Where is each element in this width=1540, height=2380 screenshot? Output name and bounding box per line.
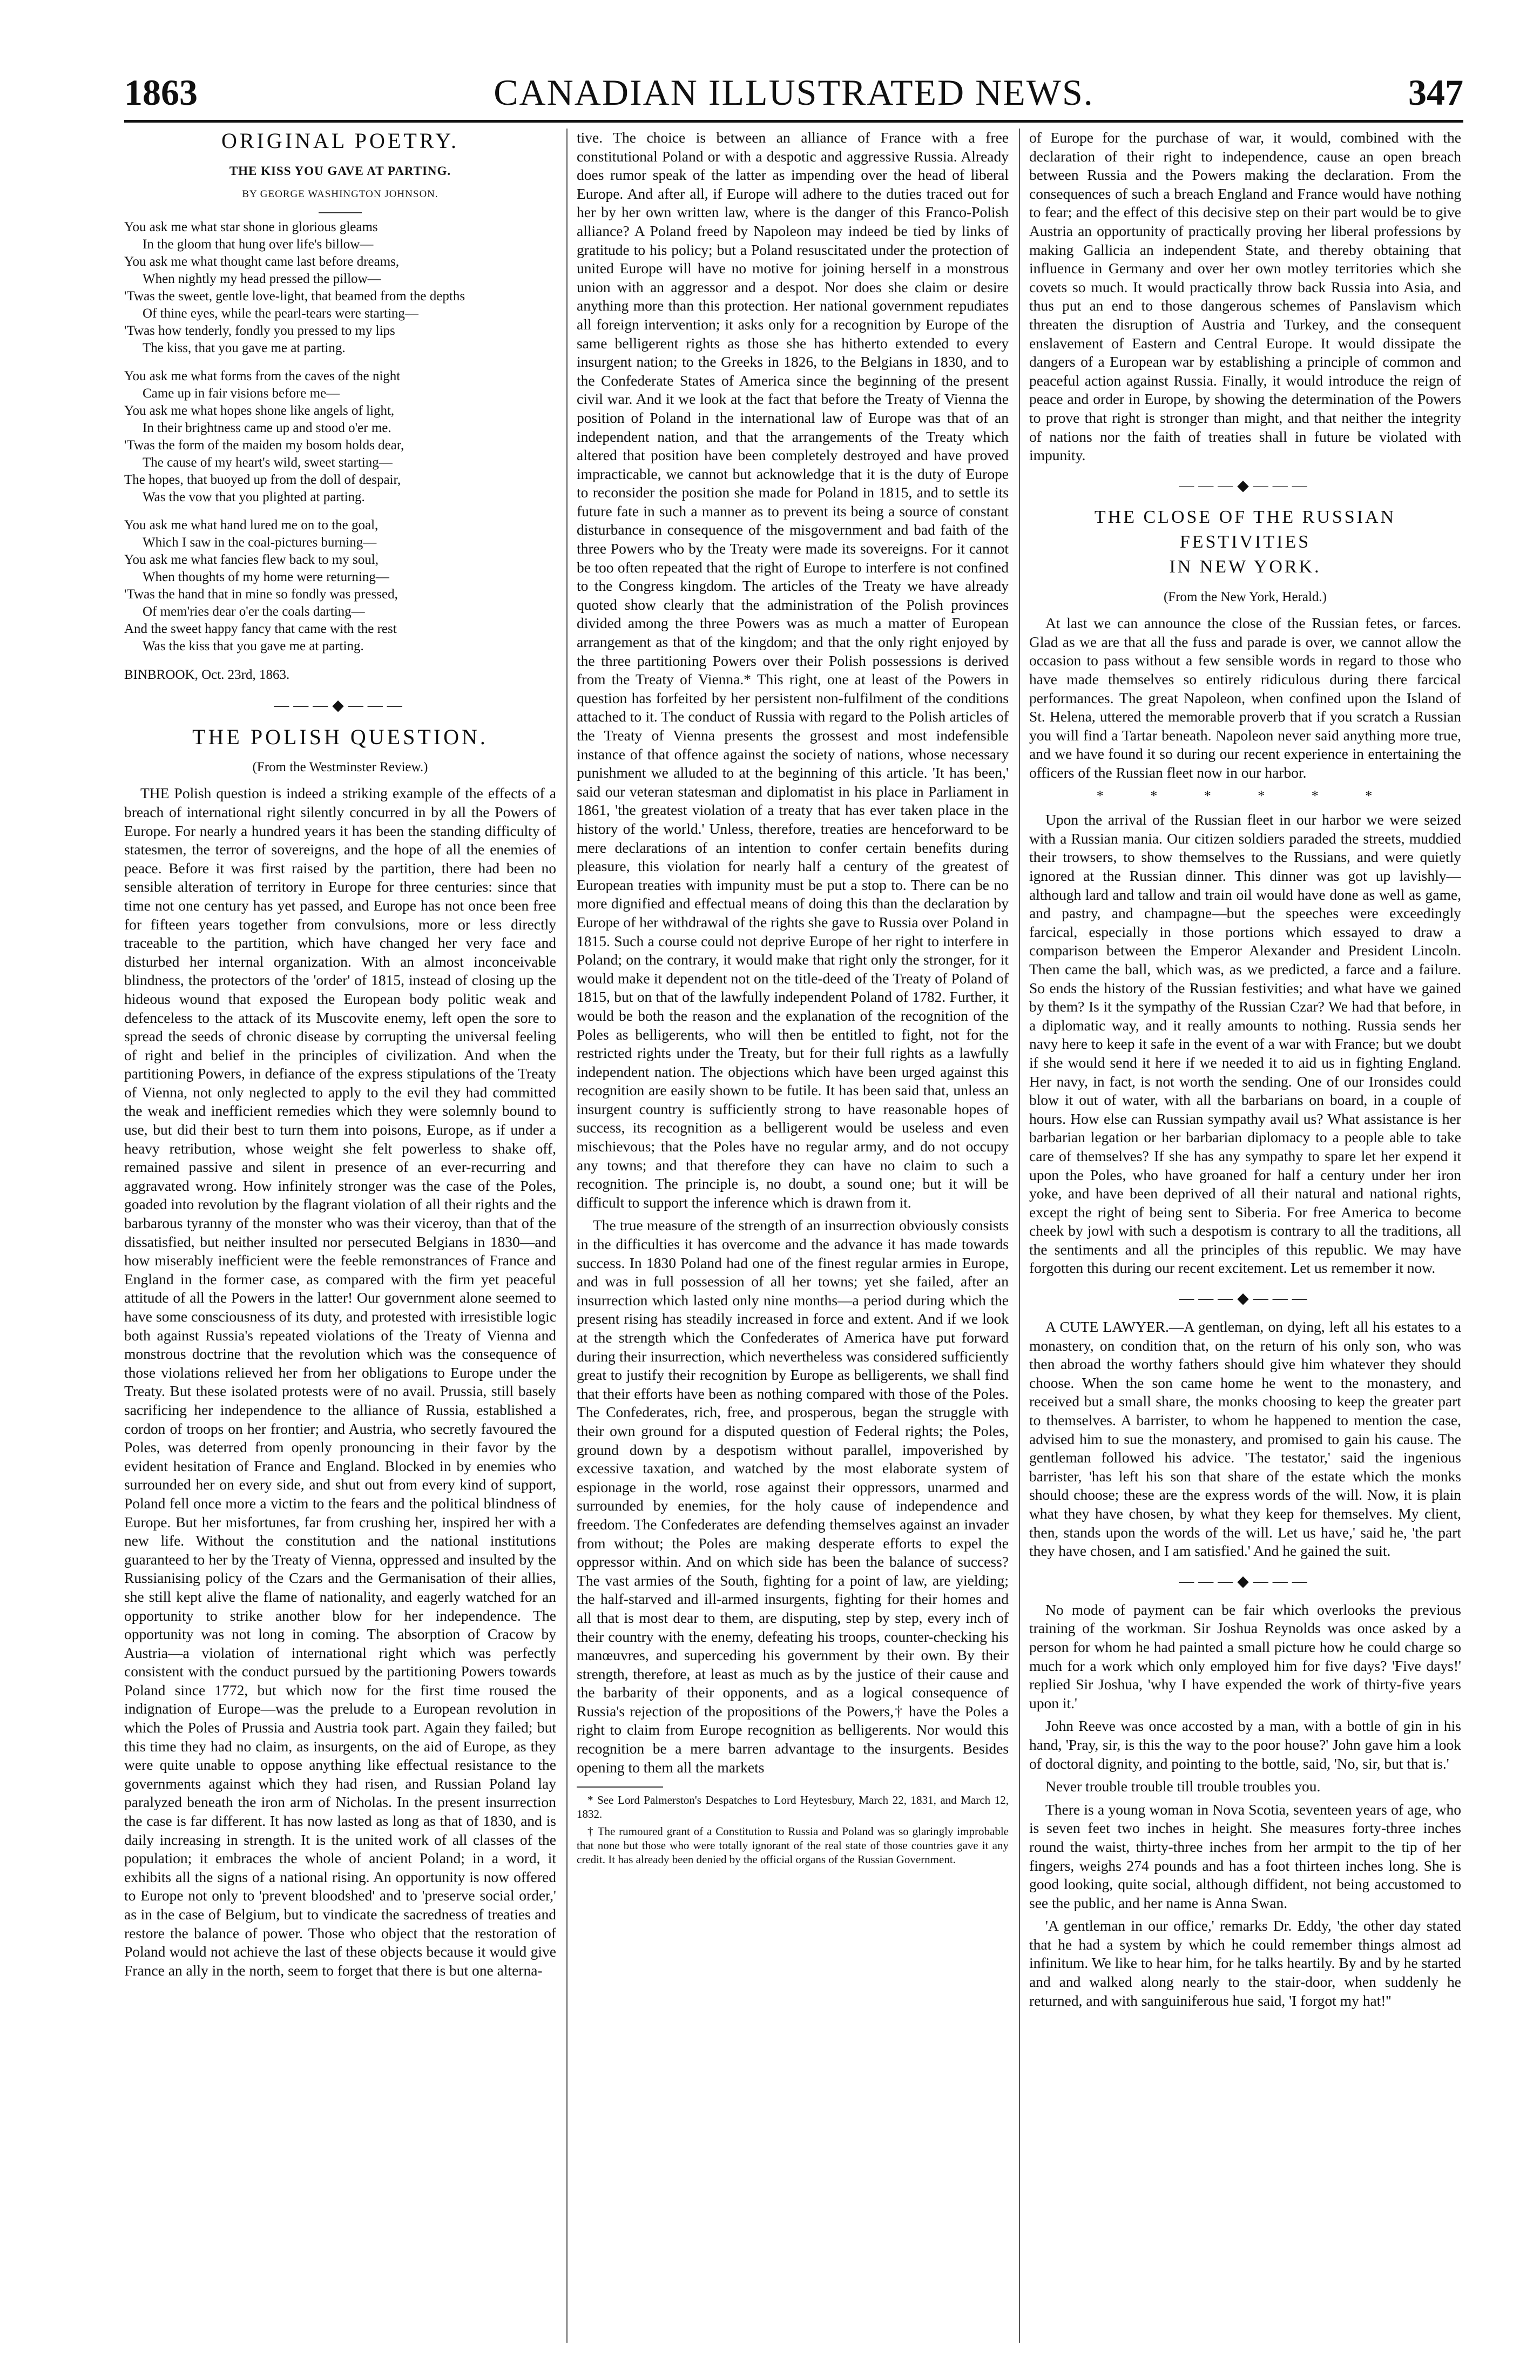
- section-ornament: ———◆———: [274, 697, 407, 714]
- poem-title: THE KISS YOU GAVE AT PARTING.: [229, 164, 451, 178]
- masthead: [124, 70, 1463, 119]
- poem-line: 'Twas the hand that in mine so fondly was pressed,: [124, 587, 398, 602]
- article-source: (From the Westminster Review.): [252, 759, 428, 774]
- misc-paragraph: Never trouble trouble till trouble troubles you.: [1045, 1778, 1321, 1795]
- poem-line: In their brightness came up and stood o'er me.: [143, 421, 391, 436]
- poem-line: You ask me what star shone in glorious gleams: [124, 220, 378, 235]
- poem-line: You ask me what forms from the caves of the night: [124, 369, 401, 384]
- column-3: [1029, 129, 1461, 2359]
- article-heading-polish-question: THE POLISH QUESTION.: [192, 724, 488, 749]
- article-paragraph: Upon the arrival of the Russian fleet in our harbor we were seized with a Russian mania. Our citizen soldiers paraded the streets, muddied their trowsers, to show themselves to the Russians, and were quietly ignored at the Russian dinner. This dinner was got up lavishly—although lard and tallow and train oil would have done as well as game, and pastry, and champagne—but the speeches were exceedingly farcical, especially in those portions which essayed to draw a comparison between the Emperor Alexander and President Lincoln. Then came the ball, which was, as we predicted, a farce and a failure. So ends the history of the Russian festivities; and what have we gained by them? Is it the sympathy of the Russian Czar? We had that before, in a diplomatic way, and it really amounts to nothing. Russia sends her navy here to keep it safe in the event of a war with France; but we doubt if she would send it here if we needed it to aid us in fighting England. Her navy, in fact, is not worth the sending. One of our Ironsides could blow it out of water, with all the barbarians on board, in a couple of hours. How else can Russian sympathy avail us? What assistance is her barbarian legation or her barbarian diplomacy to a people able to take care of themselves? If she has any sympathy to spare let her expend it upon the Poles, who have groaned for half a century under her iron yoke, and have been deprived of all their natural and national rights, except the right of being sent to Siberia. For free America to become cheek by jowl with such a despotism is contrary to all the traditions, all the sentiments and all the principles of this republic. We may have forgotten this during our recent excitement. Let us remember it now.: [1029, 811, 1461, 1277]
- poem-line: You ask me what thought came last before dreams,: [124, 254, 400, 269]
- poem-line: The cause of my heart's wild, sweet starting—: [143, 455, 393, 470]
- article-source: (From the New York, Herald.): [1163, 589, 1327, 604]
- section-ornament: ———◆———: [1179, 1290, 1312, 1307]
- page-number: 347: [1408, 72, 1463, 113]
- poem-dateline: BINBROOK, Oct. 23rd, 1863.: [124, 668, 290, 683]
- section-stars: * * * * * *: [1096, 787, 1394, 804]
- poem-line: And the sweet happy fancy that came with the rest: [124, 622, 397, 637]
- poem-line: You ask me what fancies flew back to my soul,: [124, 552, 379, 568]
- poem-line: Which I saw in the coal-pictures burning—: [143, 535, 377, 550]
- column-1: [124, 129, 556, 2359]
- poem-line: 'Twas the sweet, gentle love-light, that beamed from the depths: [124, 289, 465, 304]
- masthead-year: 1863: [124, 72, 198, 113]
- poem-line: When nightly my head pressed the pillow—: [143, 272, 381, 287]
- anecdote-text: —A gentleman, on dying, left all his estates to a monastery, on condition that, on the return of his only son, who was then abroad the worthy fathers should give him whatever they should choose. When the son came home he went to the monastery, and received but a small share, the monks choosing to keep the greater part to themselves. A barrister, to whom he happened to mention the case, advised him to sue the monastery, and promised to gain his cause. The gentleman followed his advice. 'The testator,' said the ingenious barrister, 'has left his son that share of the estate which the monks should choose; these are the express words of the will. Now, it is plain what they have chosen, by what they keep for themselves. My client, then, stands upon the words of the will. Let us have,' said he, 'the part they have chosen, and I am satisfied.' And he gained the suit.: [1029, 1318, 1461, 1560]
- poem-line: You ask me what hand lured me on to the goal,: [124, 518, 379, 533]
- poem-line: In the gloom that hung over life's billow—: [143, 237, 374, 252]
- misc-paragraph: 'A gentleman in our office,' remarks Dr. Eddy, 'the other day stated that he had a system by which he could remember things almost ad infinitum. We like to hear him, for he talks heartily. By and by he started and and walked along nearly to the stair-door, when suddenly he returned, and with sanguiniferous hue said, 'I forgot my hat!'': [1029, 1917, 1461, 2009]
- article-paragraph: tive. The choice is between an alliance of France with a free constitutional Poland or with a despotic and aggressive Russia. Already does rumor speak of the latter as impending over the head of liberal Europe. And after all, if Europe will adhere to the duties traced out for her by her own written law, where is the danger of this Franco-Polish alliance? A Poland freed by Napoleon may indeed be tied by links of gratitude to his policy; but a Poland resuscitated under the protection of united Europe will have no motive for joining herself in a monstrous union with an aggressor and a despot. Nor does she claim or desire anything more than this protection. Her national government repudiates all foreign intervention; it asks only for a recognition by Europe of the same belligerent rights as those she has hitherto extended to every insurgent nation; to the Greeks in 1826, to the Belgians in 1830, and to the Confederate States of America since the beginning of the present civil war. And it we look at the fact that before the Treaty of Vienna the position of Poland in the international law of Europe was that of an independent nation, and that the arrangements of the Treaty which altered that position have been completely destroyed and have proved impracticable, we cannot but acknowledge that it is the duty of Europe to reconsider the position she made for Poland in 1815, and to settle its future fate in such a manner as to prevent its being a source of constant disturbance in consequence of the misgovernment and bad faith of the three Powers who by the Treaty were made its sovereigns. For it cannot be too often repeated that the right of Europe to interfere is not confined to the Congress kingdom. The articles of the Treaty we have already quoted show clearly that the administration of the Polish provinces divided among the three Powers was as much a matter of European arrangement as that of the kingdom; and that the only right enjoyed by the three partitioning Powers over their Polish possessions is derived from the Treaty of Vienna.* This right, one at least of the Powers in question has forfeited by her persistent non-fulfilment of the conditions attached to it. The conduct of Russia with regard to the Polish articles of the Treaty of Vienna presents the grossest and most indefensible instance of that offence against the society of nations, whose necessary punishment we alluded to at the beginning of this article. 'It has been,' said our veteran statesman and diplomatist in his place in Parliament in 1861, 'the greatest violation of a treaty that has ever taken place in the history of the world.' Unless, therefore, treaties are henceforward to be mere declarations of an intention to confer certain benefits during pleasure, this violation for nearly half a century of the greatest of European treaties with impunity must be put a stop to. There can be no more dignified and effectual means of doing this than the declaration by Europe of her withdrawal of the rights she gave to Russia over Poland in 1815. Such a course could not deprive Europe of her right to interfere in Poland; on the contrary, it would make that right only the stronger, for it would make it dependent not on the title-deed of the Treaty of Poland of 1815, but on that of the lawfully independent Poland of 1782. Further, it would be both the reason and the explanation of the recognition of the Poles as belligerents, who will then be entitled to fight, not for the restricted rights under the Treaty, but for their full rights as a lawfully independent nation. The objections which have been urged against this recognition are easily shown to be futile. It has been said that, unless an insurgent country is sufficiently strong to have reasonable hopes of success, its recognition as a belligerent would be useless and even mischievous; that the Poles have no regular army, and do not occupy any towns; and that therefore they can have no claim to such a recognition. The principle is, no doubt, a sound one; but it will be difficult to support the inference which is drawn from it.: [577, 129, 1009, 1211]
- misc-paragraph: No mode of payment can be fair which overlooks the previous training of the workman. Sir Joshua Reynolds was once asked by a person for whom he had painted a small picture how he could charge so much for a work which only employed him for five days? 'Five days!' replied Sir Joshua, 'why I have expended the work of thirty-five years upon it.': [1029, 1601, 1461, 1711]
- poem-line: You ask me what hopes shone like angels of light,: [124, 403, 395, 419]
- footnote-rule: [577, 1786, 663, 1788]
- poem-stanza: [124, 517, 556, 655]
- anecdote-lead: A CUTE LAWYER.: [1045, 1318, 1169, 1336]
- masthead-rule: [124, 120, 1463, 123]
- poem-line: 'Twas the form of the maiden my bosom holds dear,: [124, 438, 404, 453]
- column-2: [577, 129, 1009, 2359]
- section-ornament: ———◆———: [1179, 1573, 1312, 1590]
- poem-line: When thoughts of my home were returning—: [143, 570, 389, 585]
- poem-line: The hopes, that buoyed up from the doll of despair,: [124, 473, 401, 488]
- column-divider: [566, 129, 568, 2343]
- poem-line: Was the kiss that you gave me at parting.: [143, 639, 364, 654]
- article-paragraph: At last we can announce the close of the Russian fetes, or farces. Glad as we are that all the fuss and parade is over, we cannot allow the occasion to pass without a few sensible words in regard to those who have made themselves so entirely ridiculous during there farcical performances. The great Napoleon, when confined upon the Island of St. Helena, uttered the memorable proverb that if you scratch a Russian you will find a Tartar beneath. Napoleon never said anything more true, and we have found it so during our recent experience in entertaining the officers of the Russian fleet now in our harbor.: [1029, 615, 1461, 781]
- masthead-title: CANADIAN ILLUSTRATED NEWS.: [494, 72, 1094, 113]
- article-paragraph: The true measure of the strength of an insurrection obviously consists in the difficulties it has overcome and the advance it has made towards success. In 1830 Poland had one of the finest regular armies in Europe, and was in full possession of all her towns; yet she failed, after an insurrection which lasted only nine months—a period during which the present rising has steadily increased in force and extent. And if we look at the strength which the Confederates of America have put forward during their insurrection, which nevertheless was considered sufficiently great to justify their recognition by Europe as belligerents, we shall find that their efforts have been as nothing compared with those of the Poles. The Confederates, rich, free, and prosperous, began the struggle with their own ground for a disputed question of Federal rights; the Poles, ground down by a despotism without parallel, impoverished by excessive taxation, and watched by the most elaborate system of espionage in the world, rose against their oppressors, unarmed and surrounded by enemies, for the holy cause of independence and freedom. The Confederates are defending themselves against an invader from without; the Poles are making desperate efforts to expel the oppressor within. And on which side has been the balance of success? The vast armies of the South, fighting for a point of law, are yielding; the half-starved and ill-armed insurgents, fighting for their homes and all that is most dear to them, are disputing, step by step, every inch of their country with the enemy, defeating his troops, counter-checking his manœuvres, and superceding his government by their own. By their strength, therefore, at least as much as by the justice of their cause and the barbarity of their opponents, and as a logical consequence of Russia's rejection of the propositions of the Powers,† have the Poles a right to claim from Europe recognition as belligerents. Nor would this recognition be a mere barren advantage to the insurgents. Besides opening to them all the markets: [577, 1217, 1009, 1776]
- section-heading-poetry: ORIGINAL POETRY.: [221, 129, 460, 153]
- poem-line: Of mem'ries dear o'er the coals darting—: [143, 604, 365, 619]
- poem-line: The kiss, that you gave me at parting.: [143, 341, 346, 356]
- divider: [319, 212, 362, 213]
- poem-line: 'Twas how tenderly, fondly you pressed to my lips: [124, 323, 395, 339]
- article-paragraph: THE Polish question is indeed a striking example of the effects of a breach of international right silently concurred in by all the Powers of Europe. For nearly a hundred years it has been the standing difficulty of statesmen, the terror of sovereigns, and the hope of all the enemies of peace. Before it was first raised by the partition, there had been no sensible alteration of territory in Europe for three centuries: since that time not one century has yet passed, and Europe has not once been free for fifteen years together from convulsions, more or less directly traceable to the partition, which have changed her very face and disturbed her internal organization. With an almost inconceivable blindness, the protectors of the 'order' of 1815, instead of closing up the hideous wound that exposed the European body politic weak and defenceless to the attack of its Muscovite enemy, left open the sore to spread the seeds of chronic disease by corrupting the universal feeling of right and belief in the principles of civilization. And when the partitioning Powers, in defiance of the express stipulations of the Treaty of Vienna, not only neglected to apply to the evil they had committed the weak and inefficient remedies which they were solemnly bound to use, but did their best to turn them into poisons, Europe, as if under a heavy retribution, whose weight she felt powerless to shake off, remained passive and silent in presence of an ever-recurring and aggravated wrong. How infinitely stronger was the case of the Poles, goaded into revolution by the flagrant violation of all their rights and the barbarous tyranny of the monster who was their viceroy, than that of the dissatisfied, but neither insulted nor persecuted Belgians in 1830—and how miserably inefficient were the feeble remonstrances of France and England in the former case, as compared with the firm yet peaceful attitude of all the Powers in the latter! Our government alone seemed to have some consciousness of its duty, and protested with irresistible logic both against Russia's repeated violations of the Treaty of Vienna and monstrous doctrine that the revolution which was the consequence of those violations relieved her from her obligations to Europe under the Treaty. But these isolated protests were of no avail. Prussia, still basely sacrificing her independence to the alliance of Russia, established a cordon of troops on her frontier; and Austria, who secretly favoured the Poles, was deterred from openly pronouncing in their favor by the evident hesitation of France and England. Blocked in by enemies who surrounded her on every side, and shut out from every kind of support, Poland fell once more a victim to the fears and the political blindness of Europe. But her misfortunes, far from crushing her, inspired her with a new life. Without the constitution and the national institutions guaranteed to her by the Treaty of Vienna, oppressed and insulted by the Russianising policy of the Czars and the Germanisation of their allies, she still kept alive the flame of nationality, and eagerly watched for an opportunity to strike another blow for her independence. The opportunity was not long in coming. The absorption of Cracow by Austria—a violation of international right which was perfectly consistent with the conduct pursued by the partitioning Powers towards Poland since 1772, but which now for the first time roused the indignation of Europe—was the prelude to a European revolution in which the Poles of Prussia and Austria took part. Again they failed; but this time they had no claim, as insurgents, on the aid of Europe, as they were quite unable to oppose anything like effectual resistance to the governments against which they had risen, and Russian Poland lay paralyzed beneath the iron arm of Nicholas. In the present insurrection the case is far different. It has now lasted as long as that of 1830, and is daily increasing in strength. It is the united work of all classes of the population; it embraces the whole of ancient Poland; in a word, it exhibits all the signs of a national rising. An opportunity is now offered to Europe not only to 'prevent bloodshed' and to 'preserve social order,' as in the case of Belgium, but to vindicate the sacredness of treaties and restore the balance of power. Those who object that the restoration of Poland would not achieve the last of these objects because it would give France an ally in the north, seem to forget that there is but one alterna-: [124, 785, 556, 1979]
- misc-paragraph: John Reeve was once accosted by a man, with a bottle of gin in his hand, 'Pray, sir, is this the way to the poor house?' John gave him a look of doctoral dignity, and pointing to the bottle, said, 'No, sir, but that is.': [1029, 1717, 1461, 1772]
- poem-byline: BY GEORGE WASHINGTON JOHNSON.: [242, 188, 438, 200]
- poem-line: Of thine eyes, while the pearl-tears were starting—: [143, 306, 418, 321]
- anecdote-paragraph: [1029, 1318, 1461, 1561]
- poem-line: Was the vow that you plighted at parting.: [143, 490, 365, 505]
- poem-stanza: [124, 219, 556, 357]
- footnote: * See Lord Palmerston's Despatches to Lord Heytesbury, March 22, 1831, and March 12, 1832.: [577, 1794, 1009, 1821]
- misc-paragraph: There is a young woman in Nova Scotia, seventeen years of age, who is seven feet two inches in height. She measures forty-three inches round the waist, thirty-three inches from her armpit to the tip of her fingers, weighs 274 pounds and has a foot thirteen inches long. She is good looking, quite social, although diffident, not being accustomed to see the public, and her name is Anna Swan.: [1029, 1801, 1461, 1911]
- article-heading-russian-festivities: THE CLOSE OF THE RUSSIAN FESTIVITIES: [1094, 507, 1396, 552]
- poem-line: Came up in fair visions before me—: [143, 386, 340, 401]
- section-ornament: ———◆———: [1179, 477, 1312, 494]
- footnote: † The rumoured grant of a Constitution to Russia and Poland was so glaringly improbable that none but those who were totally ignorant of the real state of those countries gave it any credit. It has already been denied by the official organs of the Russian Government.: [577, 1825, 1009, 1866]
- article-paragraph: of Europe for the purchase of war, it would, combined with the declaration of their right to independence, cause an open breach between Russia and the Powers making the declaration. From the consequences of such a breach England and France would have nothing to fear; and the effect of this decisive step on their part would be to give Austria an opportunity of practically proving her liberal professions by making Gallicia an independent State, and thereby obtaining that influence in Germany and over her own motley territories which she covets so much. It would practically throw back Russia into Asia, and thus put an end to those dangerous schemes of Panslavism which threaten the disruption of Austria and Turkey, and the consequent enslavement of Eastern and Central Europe. It would dissipate the dangers of a European war by establishing a principle of common and peaceful action against Russia. Finally, it would introduce the reign of peace and order in Europe, by showing the determination of the Powers to prove that right is stronger than might, and that neither the integrity of nations nor the faith of treaties shall in future be violated with impunity.: [1029, 129, 1461, 464]
- poem-stanza: [124, 368, 556, 506]
- column-divider: [1019, 129, 1020, 2343]
- article-heading-russian-festivities-line2: IN NEW YORK.: [1169, 556, 1321, 577]
